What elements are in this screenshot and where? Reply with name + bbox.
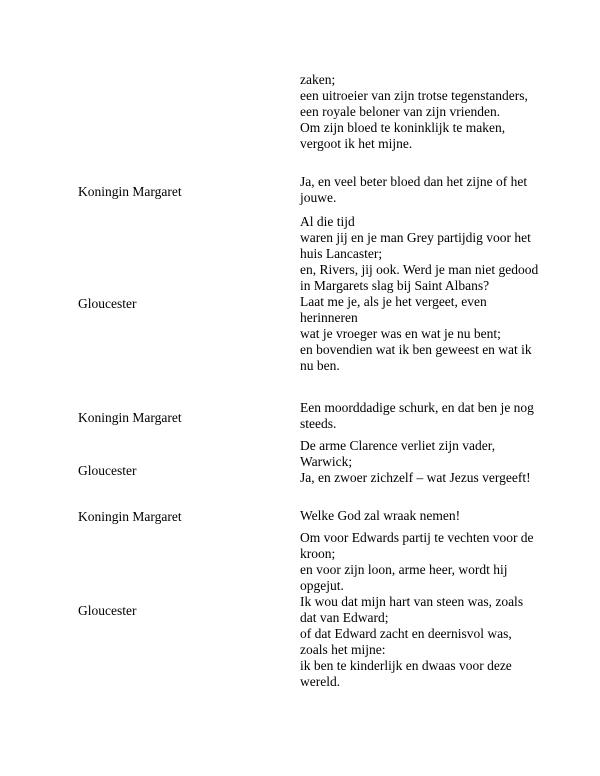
- dialogue-line: Al die tijd: [300, 214, 355, 229]
- dialogue-lines: [300, 174, 540, 206]
- speaker-name: Gloucester: [78, 463, 137, 478]
- dialogue-line: Ja, en veel beter bloed dan het zijne of het jouwe.: [300, 174, 528, 205]
- dialogue-line: ik ben te kinderlijk en dwaas voor deze wereld.: [300, 658, 512, 689]
- dialogue-lines: [300, 214, 540, 374]
- dialogue-line: Om voor Edwards partij te vechten voor de kroon;: [300, 530, 534, 561]
- speaker-name: Koningin Margaret: [78, 184, 182, 199]
- dialogue-line: wat je vroeger was en wat je nu bent;: [300, 326, 501, 341]
- dialogue-line: Welke God zal wraak nemen!: [300, 508, 461, 523]
- dialogue-line: Ik wou dat mijn hart van steen was, zoals dat van Edward;: [300, 594, 524, 625]
- dialogue-lines: [300, 438, 540, 486]
- speaker-name: Koningin Margaret: [78, 410, 182, 425]
- dialogue-lines: [300, 400, 540, 432]
- dialogue-line: zaken;: [300, 72, 336, 87]
- dialogue-line: Om zijn bloed te koninklijk te maken, vergoot ik het mijne.: [300, 120, 506, 151]
- dialogue-lines: [300, 530, 540, 690]
- dialogue-line: een uitroeier van zijn trotse tegenstanders,: [300, 88, 528, 103]
- dialogue-line: en voor zijn loon, arme heer, wordt hij opgejut.: [300, 562, 508, 593]
- dialogue-line: en bovendien wat ik ben geweest en wat ik nu ben.: [300, 342, 532, 373]
- dialogue-line: Ja, en zwoer zichzelf – wat Jezus vergeeft!: [300, 470, 531, 485]
- dialogue-line: een royale beloner van zijn vrienden.: [300, 104, 501, 119]
- dialogue-line: of dat Edward zacht en deernisvol was, zoals het mijne:: [300, 626, 512, 657]
- dialogue-line: De arme Clarence verliet zijn vader, Warwick;: [300, 438, 496, 469]
- speaker-name: Gloucester: [78, 603, 137, 618]
- dialogue-lines: [300, 72, 540, 152]
- dialogue-lines: [300, 508, 540, 524]
- dialogue-line: waren jij en je man Grey partijdig voor het huis Lancaster;: [300, 230, 531, 261]
- dialogue-line: en, Rivers, jij ook. Werd je man niet gedood in Margarets slag bij Saint Albans?: [300, 262, 539, 293]
- dialogue-line: Een moorddadige schurk, en dat ben je nog steeds.: [300, 400, 534, 431]
- speaker-name: Koningin Margaret: [78, 509, 182, 524]
- dialogue-line: Laat me je, als je het vergeet, even herinneren: [300, 294, 487, 325]
- speaker-name: Gloucester: [78, 296, 137, 311]
